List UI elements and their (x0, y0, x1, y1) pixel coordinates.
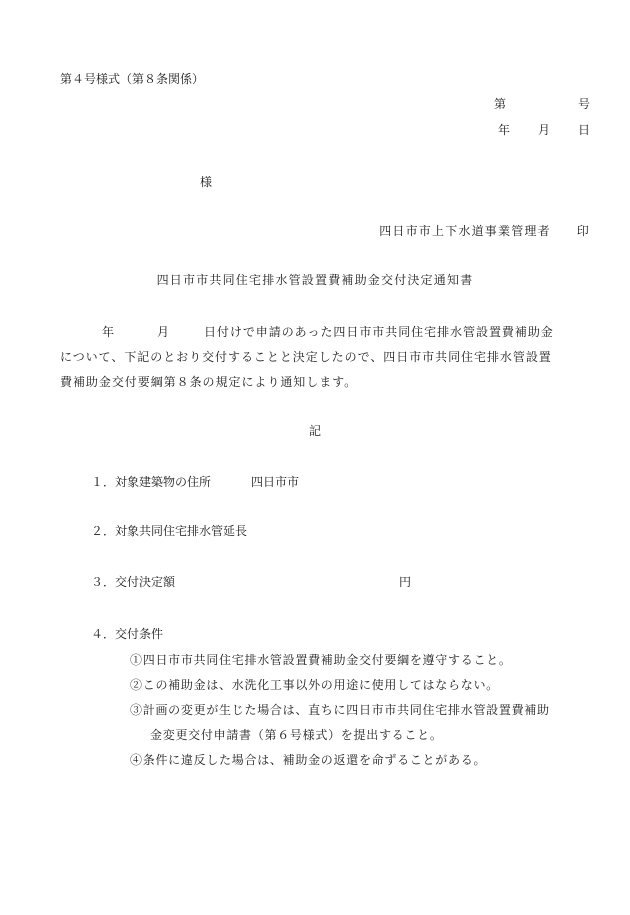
body-month: 月 (156, 325, 170, 339)
date-day: 日 (577, 123, 590, 137)
body-line-1 (60, 320, 592, 345)
issue-date-line (498, 123, 590, 137)
condition-2: ②この補助金は、水洗化工事以外の用途に使用してはならない。 (130, 678, 499, 692)
item-value: 円 (399, 575, 412, 589)
issuer-line (379, 224, 590, 238)
item-conditions (91, 627, 163, 641)
form-number: 第４号様式（第８条関係） (60, 72, 205, 86)
condition-1: ①四日市市共同住宅排水管設置費補助金交付要綱を遵守すること。 (130, 653, 512, 667)
number-prefix: 第 (493, 97, 506, 111)
item-label: ２．対象共同住宅排水管延長 (91, 524, 248, 538)
item-label: １．対象建築物の住所 (91, 475, 212, 489)
item-label: ３．交付決定額 (91, 575, 176, 589)
body-paragraph (60, 320, 592, 395)
item-pipe-length (91, 524, 247, 538)
ki-heading: 記 (308, 424, 321, 438)
recipient-honorific: 様 (200, 175, 213, 189)
number-suffix: 号 (577, 97, 590, 111)
item-value: 四日市市 (251, 475, 300, 489)
body-line-2: について、下記のとおり交付することと決定したので、四日市市共同住宅排水管設置 (60, 350, 552, 364)
body-line-1-text: 日付けで申請のあった四日市市共同住宅排水管設置費補助金 (203, 325, 554, 339)
condition-3-continued: 金変更交付申請書（第６号様式）を提出すること。 (150, 728, 443, 742)
condition-3: ③計画の変更が生じた場合は、直ちに四日市市共同住宅排水管設置費補助 (130, 703, 550, 717)
issuer-name: 四日市市上下水道事業管理者 (379, 224, 551, 238)
item-address (91, 475, 299, 489)
condition-4: ④条件に違反した場合は、補助金の返還を命ずることがある。 (130, 753, 487, 767)
seal-mark: 印 (576, 224, 590, 238)
item-grant-amount (91, 575, 411, 589)
document-title: 四日市市共同住宅排水管設置費補助金交付決定通知書 (156, 273, 474, 287)
date-year: 年 (497, 123, 510, 137)
body-year: 年 (102, 325, 115, 339)
date-month: 月 (537, 123, 550, 137)
document-number-line (494, 97, 590, 111)
body-line-3: 費補助金交付要綱第８条の規定により通知します。 (60, 375, 358, 389)
item-label: ４．交付条件 (91, 627, 164, 641)
